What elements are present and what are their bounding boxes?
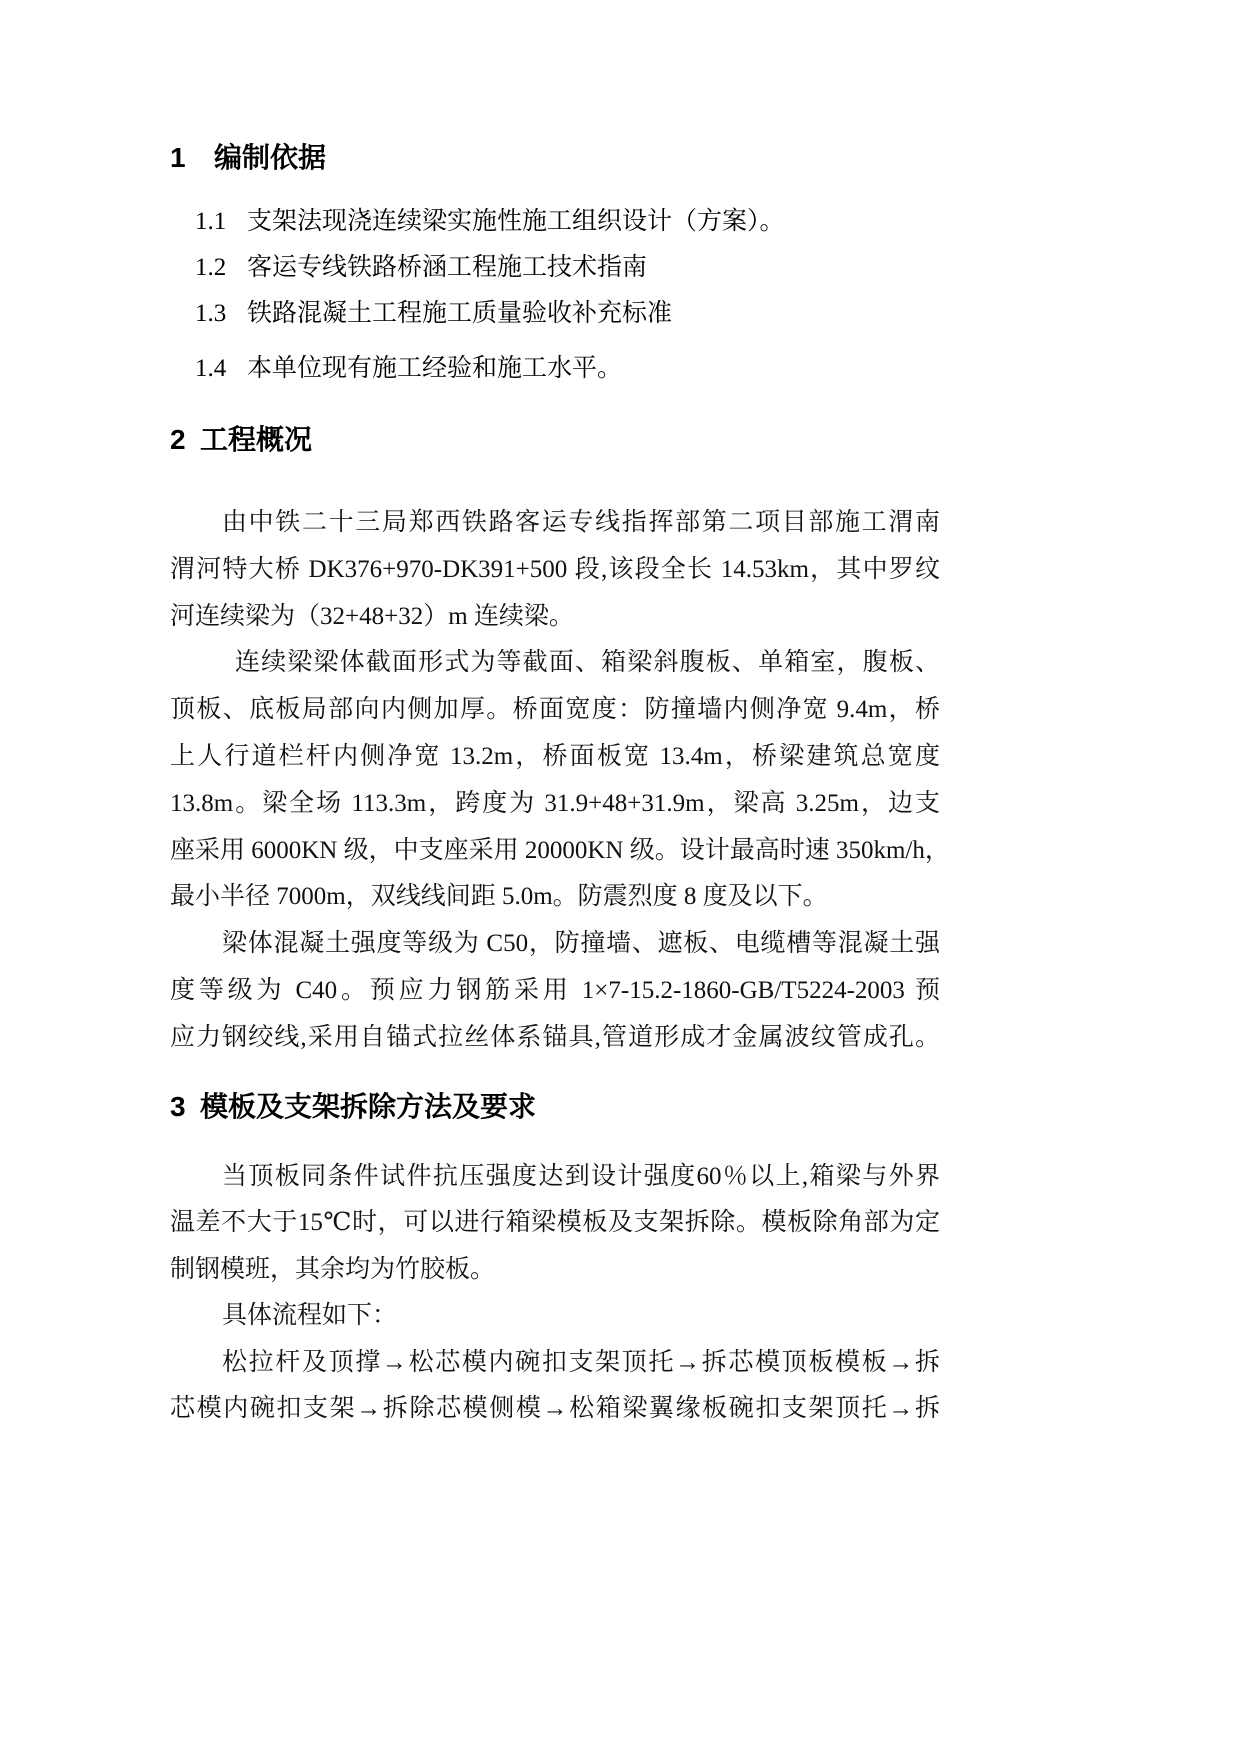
section-body-3 xyxy=(170,1154,940,1432)
item-text: 铁路混凝土工程施工质量验收补充标准 xyxy=(247,300,673,327)
text-line: 松拉杆及顶撑→松芯模内碗扣支架顶托→拆芯模顶板模板→拆 xyxy=(222,1348,940,1376)
section-title: 编制依据 xyxy=(214,142,327,173)
text-line: 连续梁梁体截面形式为等截面、箱梁斜腹板、单箱室，腹板、 xyxy=(235,649,940,677)
list-item xyxy=(195,245,785,291)
text-line: 13.8m。梁全场 113.3m，跨度为 31.9+48+31.9m，梁高 3.25m，边支 xyxy=(170,789,940,817)
text-line: 由中铁二十三局郑西铁路客运专线指挥部第二项目部施工渭南 xyxy=(222,509,940,536)
text-line: 座采用 6000KN 级，中支座采用 20000KN 级。设计最高时速 350km/h， xyxy=(170,836,950,864)
item-number: 1.4 xyxy=(195,355,227,382)
text-line: 度等级为 C40。预应力钢筋采用 1×7-15.2-1860-GB/T5224-2003 预 xyxy=(170,976,940,1004)
text-line: 最小半径 7000m，双线线间距 5.0m。防震烈度 8 度及以下。 xyxy=(170,883,828,911)
paragraph xyxy=(170,1154,940,1293)
section-number: 3 xyxy=(170,1091,186,1122)
text-line: 上人行道栏杆内侧净宽 13.2m，桥面板宽 13.4m，桥梁建筑总宽度 xyxy=(170,742,940,770)
text-line: 温差不大于15℃时，可以进行箱梁模板及支架拆除。模板除角部为定 xyxy=(170,1209,940,1237)
item-number: 1.2 xyxy=(195,254,227,281)
section-heading-1 xyxy=(170,138,326,178)
text-line: 制钢模班，其余均为竹胶板。 xyxy=(170,1255,496,1283)
section-heading-3 xyxy=(170,1087,536,1127)
text-line: 芯模内碗扣支架→拆除芯模侧模→松箱梁翼缘板碗扣支架顶托→拆 xyxy=(170,1394,940,1422)
text-line: 具体流程如下： xyxy=(222,1302,398,1330)
item-text: 支架法现浇连续梁实施性施工组织设计（方案）。 xyxy=(247,208,785,235)
paragraph xyxy=(170,1340,940,1433)
section-title: 模板及支架拆除方法及要求 xyxy=(200,1091,537,1122)
text-line: 当顶板同条件试件抗压强度达到设计强度60％以上,箱梁与外界 xyxy=(222,1163,940,1190)
item-number: 1.3 xyxy=(195,300,227,327)
section-number: 1 xyxy=(170,142,186,173)
paragraph xyxy=(170,500,940,640)
list-item xyxy=(195,291,785,337)
list-item xyxy=(195,199,785,245)
section-body-2 xyxy=(170,500,950,1062)
text-line: 梁体混凝土强度等级为 C50，防撞墙、遮板、电缆槽等混凝土强 xyxy=(222,930,940,958)
section-heading-2 xyxy=(170,420,312,460)
section-number: 2 xyxy=(170,424,186,455)
text-line: 河连续梁为（32+48+32）m 连续梁。 xyxy=(170,602,574,630)
item-text: 客运专线铁路桥涵工程施工技术指南 xyxy=(247,254,648,281)
reference-list xyxy=(195,199,785,392)
paragraph xyxy=(170,640,950,921)
paragraph xyxy=(170,921,940,1061)
item-number: 1.1 xyxy=(195,208,227,235)
text-line: 渭河特大桥 DK376+970-DK391+500 段,该段全长 14.53km，其中罗纹 xyxy=(170,555,940,583)
list-item xyxy=(195,346,785,392)
paragraph xyxy=(170,1293,940,1339)
section-title: 工程概况 xyxy=(200,424,313,455)
text-line: 应力钢绞线,采用自锚式拉丝体系锚具,管道形成才金属波纹管成孔。 xyxy=(170,1023,940,1051)
item-text: 本单位现有施工经验和施工水平。 xyxy=(247,355,623,382)
text-line: 顶板、底板局部向内侧加厚。桥面宽度：防撞墙内侧净宽 9.4m，桥 xyxy=(170,696,940,724)
